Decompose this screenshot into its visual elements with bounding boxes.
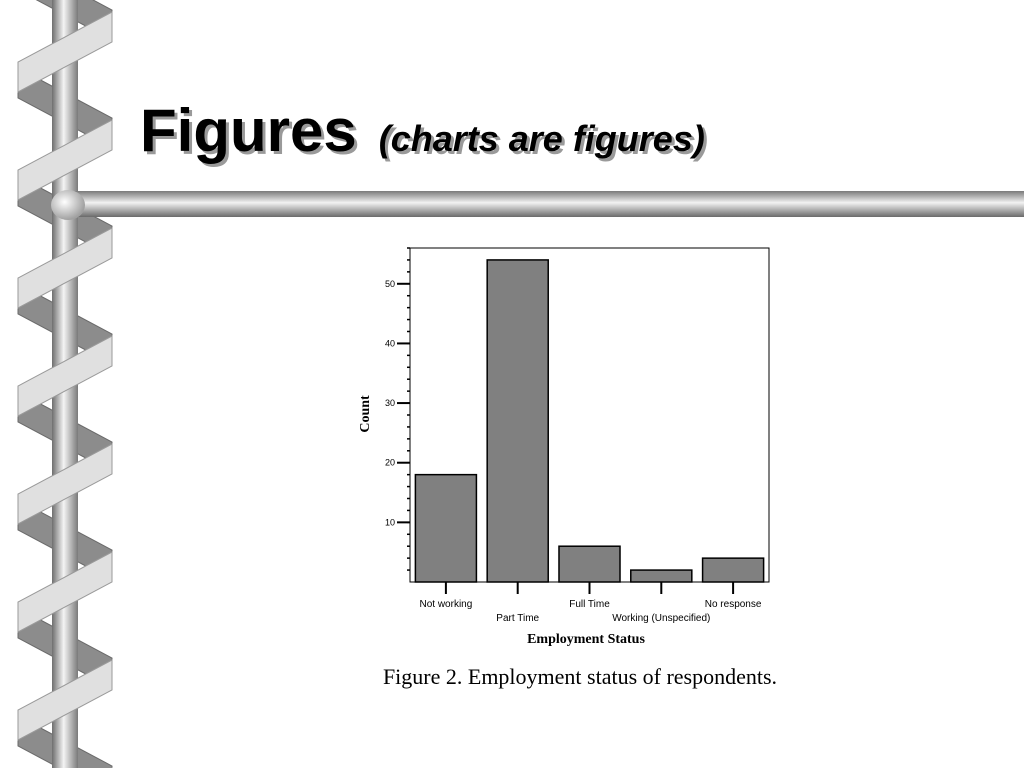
y-axis-label: Count (358, 395, 373, 433)
y-tick-label: 10 (384, 517, 395, 528)
title-text: Figures (140, 97, 357, 164)
x-axis-ticks (419, 582, 761, 624)
x-tick-label: No response (704, 599, 762, 610)
bar (415, 475, 476, 582)
y-axis-ticks (385, 248, 410, 570)
x-tick-label: Working (Unspecified) (612, 613, 711, 624)
y-tick-label: 40 (384, 338, 395, 349)
x-tick-label: Not working (419, 599, 473, 610)
y-tick-label: 20 (384, 457, 395, 468)
y-tick-label: 50 (384, 278, 395, 289)
bars (415, 260, 763, 582)
x-axis-label: Employment Status (527, 632, 645, 647)
caption-text: Figure 2. Employment status of respondents. (382, 664, 778, 689)
y-tick-label: 30 (384, 398, 395, 409)
bar (559, 546, 620, 582)
x-tick-label: Part Time (496, 613, 540, 624)
figure-caption (0, 664, 1024, 690)
bar (703, 558, 764, 582)
x-tick-label: Full Time (569, 599, 610, 610)
bar (631, 570, 692, 582)
subtitle-text: (charts are figures) (378, 118, 705, 159)
bar (487, 260, 548, 582)
